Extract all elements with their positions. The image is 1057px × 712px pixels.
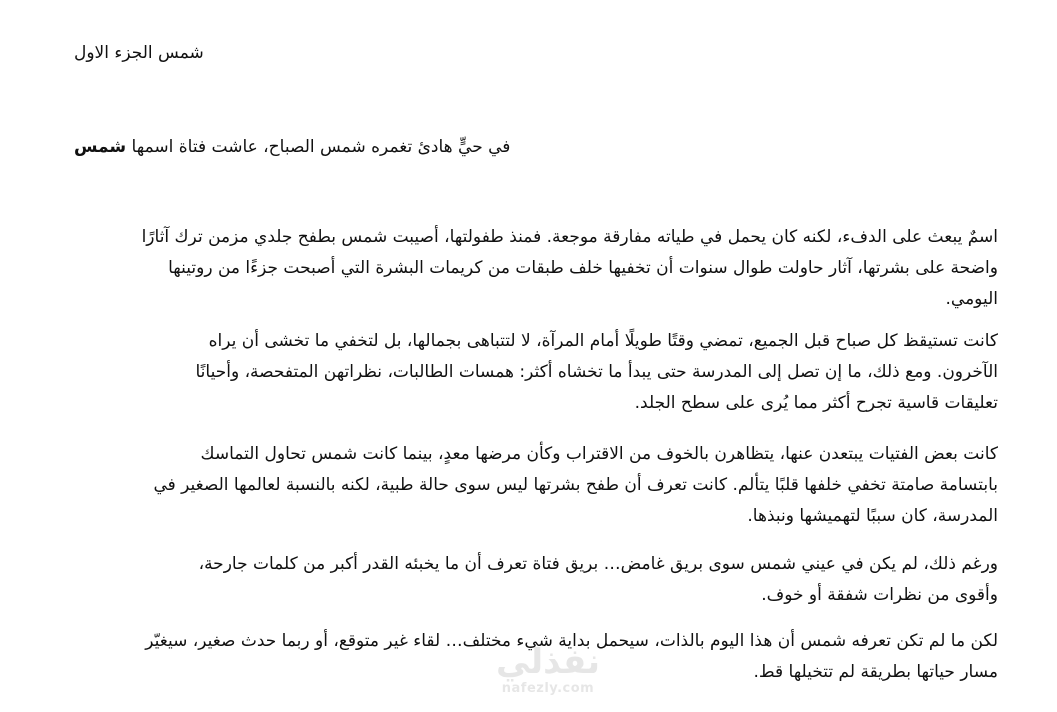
subtitle-name-bold: شمس — [74, 137, 127, 157]
paragraph-line: تعليقات قاسية تجرح أكثر مما يُرى على سطح الجلد. — [634, 393, 998, 413]
watermark-url: nafezly.com — [501, 681, 595, 696]
paragraph-line: لكن ما لم تكن تعرفه شمس أن هذا اليوم بالذات، سيحمل بداية شيء مختلف… لقاء غير متوقع، أو ربما حدث صغير، سيغيّر — [145, 631, 998, 651]
paragraph-line: المدرسة، كان سببًا لتهميشها ونبذها. — [747, 506, 998, 526]
paragraph-line: بابتسامة صامتة تخفي خلفها قلبًا يتألم. كانت تعرف أن طفح بشرتها ليس سوى حالة طبية، لكنه بالنسبة لعالمها الصغير في — [153, 475, 998, 495]
paragraph-line: الآخرون. ومع ذلك، ما إن تصل إلى المدرسة حتى يبدأ ما تخشاه أكثر: همسات الطالبات، نظراتهن المتفحصة، وأحيانًا — [195, 362, 998, 382]
document-subtitle — [74, 135, 510, 159]
document-title: شمس الجزء الاول — [74, 43, 204, 63]
paragraph-line: اليومي. — [945, 289, 998, 309]
watermark-logo-text: نفذلي — [495, 642, 601, 682]
paragraph-line: اسمٌ يبعث على الدفء، لكنه كان يحمل في طياته مفارقة موجعة. فمنذ طفولتها، أصيبت شمس بطفح جلدي مزمن ترك آثارًا — [141, 227, 998, 247]
paragraph-line: ورغم ذلك، لم يكن في عيني شمس سوى بريق غامض… بريق فتاة تعرف أن ما يخبئه القدر أكبر من كلمات جارحة، — [198, 554, 998, 574]
paragraph-line: كانت تستيقظ كل صباح قبل الجميع، تمضي وقتًا طويلًا أمام المرآة، لا لتتباهى بجمالها، بل لتخفي ما تخشى أن يراه — [208, 331, 998, 351]
paragraph-line: واضحة على بشرتها، آثار حاولت طوال سنوات أن تخفيها خلف طبقات من كريمات البشرة التي أصبحت جزءًا من روتينها — [168, 258, 998, 278]
paragraph-4 — [60, 549, 998, 611]
paragraph-3 — [60, 439, 998, 532]
paragraph-1 — [60, 222, 998, 315]
paragraph-line: كانت بعض الفتيات يبتعدن عنها، يتظاهرن بالخوف من الاقتراب وكأن مرضها معدٍ، بينما كانت شمس تحاول التماسك — [200, 444, 998, 464]
paragraph-2 — [60, 326, 998, 419]
paragraph-line: وأقوى من نظرات شفقة أو خوف. — [761, 585, 998, 605]
paragraph-line: مسار حياتها بطريقة لم تتخيلها قط. — [753, 662, 998, 682]
watermark-logo — [478, 642, 618, 712]
subtitle-text: في حيٍّ هادئ تغمره شمس الصباح، عاشت فتاة اسمها — [126, 137, 511, 157]
